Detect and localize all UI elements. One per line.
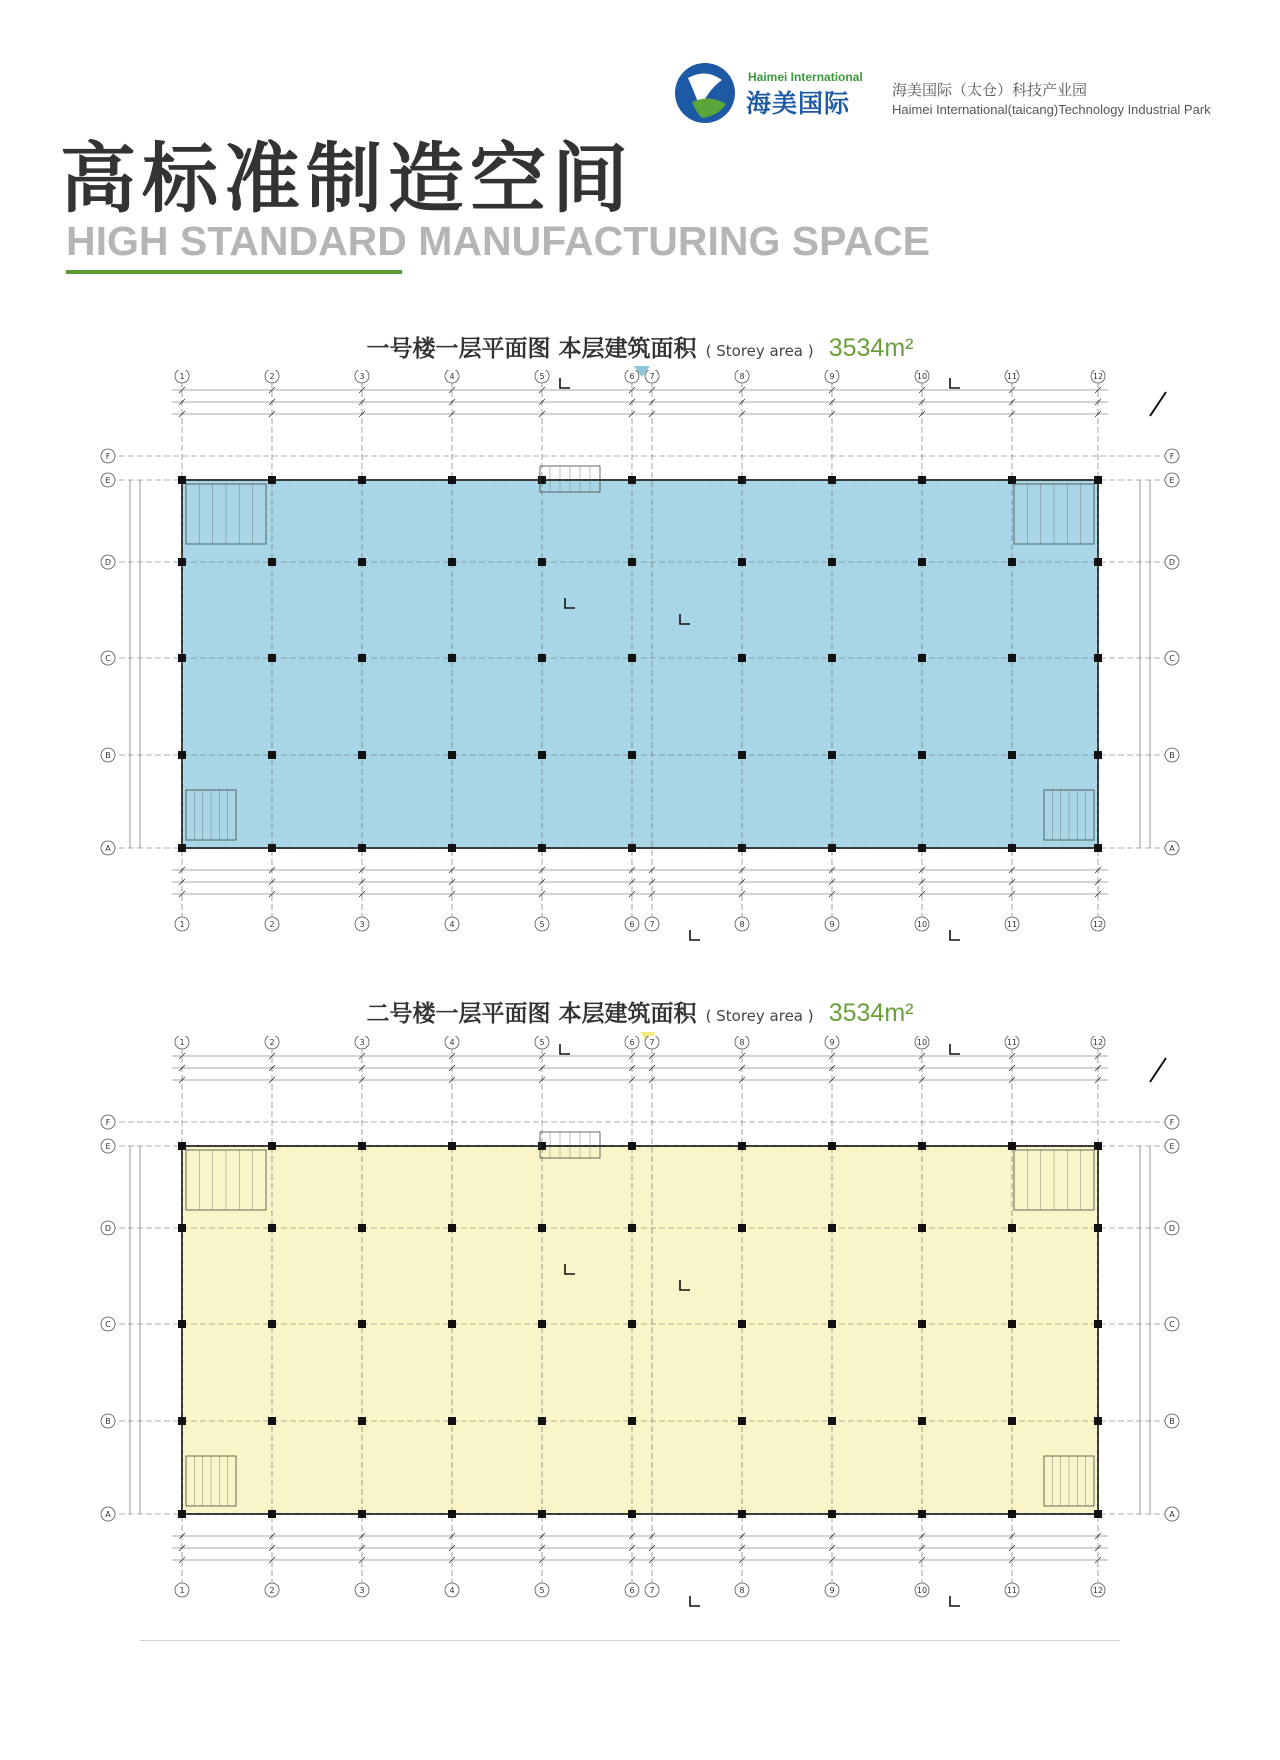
axis-label: B [1169,1417,1175,1426]
axis-label: D [104,558,112,567]
structural-column [178,844,186,852]
structural-column [738,558,746,566]
axis-label: 6 [629,372,635,381]
axis-label: 8 [739,1038,745,1047]
structural-column [738,1320,746,1328]
section-mark [950,1596,960,1606]
structural-column [918,1142,926,1150]
structural-column [358,1142,366,1150]
axis-label: D [1168,1224,1176,1233]
axis-label: F [1169,452,1175,461]
structural-column [178,558,186,566]
axis-label: E [105,1142,111,1151]
structural-column [628,476,636,484]
floor-area [182,1146,1098,1514]
plan-title-building-1 [0,330,1280,363]
structural-column [268,1510,276,1518]
section-mark [950,930,960,940]
axis-label: 1 [179,920,185,929]
structural-column [1094,1320,1102,1328]
structural-column [448,1142,456,1150]
axis-label: 11 [1006,920,1018,929]
page-title-cn: 高标准制造空间 [60,134,634,223]
axis-label: 8 [739,920,745,929]
axis-label: E [1169,476,1175,485]
structural-column [628,654,636,662]
axis-label: 5 [539,1038,545,1047]
structural-column [738,844,746,852]
structural-column [738,1142,746,1150]
structural-column [918,1510,926,1518]
structural-column [918,654,926,662]
section-mark [950,378,960,388]
structural-column [628,1224,636,1232]
axis-label: 9 [829,1586,835,1595]
structural-column [448,476,456,484]
section-mark [560,378,570,388]
structural-column [268,654,276,662]
axis-label: C [1169,654,1175,663]
axis-label: 11 [1006,1038,1018,1047]
axis-label: F [1169,1118,1175,1127]
structural-column [358,1417,366,1425]
section-mark [690,930,700,940]
structural-column [358,844,366,852]
structural-column [538,654,546,662]
axis-label: A [105,844,111,853]
plan-title-text: 二号楼一层平面图 本层建筑面积 [366,1001,697,1027]
structural-column [828,1224,836,1232]
axis-label: 3 [359,1038,365,1047]
structural-column [178,654,186,662]
north-arrow-icon [1150,1058,1166,1082]
structural-column [918,1320,926,1328]
structural-column [268,1142,276,1150]
axis-label: F [105,1118,111,1127]
structural-column [358,751,366,759]
structural-column [358,558,366,566]
structural-column [178,476,186,484]
structural-column [178,1417,186,1425]
axis-label: 7 [649,372,655,381]
floor-plan-building-2 [0,1036,1280,1616]
structural-column [628,751,636,759]
structural-column [538,1417,546,1425]
axis-label: A [105,1510,111,1519]
structural-column [448,1417,456,1425]
structural-column [828,558,836,566]
floor-area [182,480,1098,848]
axis-label: 7 [649,920,655,929]
axis-label: 6 [629,920,635,929]
structural-column [1094,1510,1102,1518]
storey-area-label: ( Storey area ) [705,1007,814,1025]
structural-column [268,844,276,852]
axis-label: 8 [739,1586,745,1595]
structural-column [828,1510,836,1518]
structural-column [1094,844,1102,852]
structural-column [1094,654,1102,662]
axis-label: A [1169,844,1175,853]
structural-column [538,558,546,566]
axis-label: 4 [449,1038,455,1047]
floor-plan-building-1 [0,370,1280,950]
structural-column [448,1224,456,1232]
structural-column [538,1224,546,1232]
axis-label: 10 [916,1586,928,1595]
structural-column [1008,1417,1016,1425]
structural-column [268,476,276,484]
structural-column [628,1142,636,1150]
structural-column [268,1224,276,1232]
structural-column [828,1142,836,1150]
axis-label: E [105,476,111,485]
structural-column [738,476,746,484]
axis-label: 3 [359,372,365,381]
axis-label: 12 [1092,1038,1104,1047]
axis-label: 3 [359,920,365,929]
structural-column [448,654,456,662]
park-name-en: Haimei International(taicang)Technology Industrial Park [892,102,1211,117]
plan-title-building-2 [0,995,1280,1028]
axis-label: B [105,751,111,760]
structural-column [738,1224,746,1232]
structural-column [1008,1142,1016,1150]
storey-area-value: 3534m² [828,999,914,1027]
brand-name-en: Haimei International [748,70,863,84]
structural-column [828,1320,836,1328]
structural-column [178,1510,186,1518]
structural-column [448,558,456,566]
axis-label: 6 [629,1038,635,1047]
axis-label: B [1169,751,1175,760]
structural-column [1094,558,1102,566]
structural-column [538,1320,546,1328]
structural-column [628,1510,636,1518]
axis-label: 7 [649,1586,655,1595]
structural-column [538,476,546,484]
structural-column [448,1320,456,1328]
axis-label: B [105,1417,111,1426]
axis-label: 7 [649,1038,655,1047]
axis-label: 12 [1092,920,1104,929]
title-underline [66,270,402,274]
structural-column [1008,1224,1016,1232]
section-mark [950,1044,960,1054]
brand-name-cn: 海美国际 [746,89,851,118]
structural-column [358,1224,366,1232]
structural-column [448,751,456,759]
axis-label: 2 [269,372,275,381]
axis-label: 1 [179,372,185,381]
structural-column [1094,1417,1102,1425]
structural-column [538,751,546,759]
axis-label: 4 [449,920,455,929]
structural-column [538,844,546,852]
axis-label: 5 [539,920,545,929]
structural-column [1008,1320,1016,1328]
structural-column [178,1320,186,1328]
structural-column [918,1224,926,1232]
structural-column [178,1142,186,1150]
structural-column [918,751,926,759]
structural-column [1008,844,1016,852]
structural-column [268,1417,276,1425]
axis-label: C [105,1320,111,1329]
structural-column [828,1417,836,1425]
axis-label: 8 [739,372,745,381]
structural-column [1094,1224,1102,1232]
axis-label: 12 [1092,372,1104,381]
structural-column [828,751,836,759]
axis-label: 1 [179,1038,185,1047]
axis-label: C [1169,1320,1175,1329]
structural-column [1008,654,1016,662]
structural-column [828,476,836,484]
structural-column [358,476,366,484]
structural-column [738,751,746,759]
storey-area-label: ( Storey area ) [705,342,814,360]
structural-column [358,654,366,662]
axis-label: 2 [269,1038,275,1047]
axis-label: 10 [916,372,928,381]
axis-label: 12 [1092,1586,1104,1595]
structural-column [268,1320,276,1328]
structural-column [738,1417,746,1425]
structural-column [828,654,836,662]
structural-column [358,1510,366,1518]
axis-label: 5 [539,372,545,381]
axis-label: F [105,452,111,461]
axis-label: E [1169,1142,1175,1151]
axis-label: 9 [829,1038,835,1047]
plan-title-text: 一号楼一层平面图 本层建筑面积 [366,336,697,362]
logo [670,58,1230,128]
structural-column [738,1510,746,1518]
haimei-logo-icon [670,58,740,128]
structural-column [538,1510,546,1518]
structural-column [1008,1510,1016,1518]
axis-label: D [1168,558,1176,567]
structural-column [628,844,636,852]
axis-label: 10 [916,1038,928,1047]
divider [140,1640,1120,1641]
axis-label: 9 [829,920,835,929]
axis-label: 1 [179,1586,185,1595]
axis-label: 11 [1006,1586,1018,1595]
structural-column [538,1142,546,1150]
structural-column [1008,751,1016,759]
north-arrow-icon [1150,392,1166,416]
page-title-en: HIGH STANDARD MANUFACTURING SPACE [66,218,931,264]
structural-column [628,1320,636,1328]
structural-column [918,844,926,852]
axis-label: A [1169,1510,1175,1519]
structural-column [1094,476,1102,484]
structural-column [738,654,746,662]
axis-label: 5 [539,1586,545,1595]
structural-column [358,1320,366,1328]
section-mark [560,1044,570,1054]
axis-label: D [104,1224,112,1233]
structural-column [268,558,276,566]
structural-column [918,558,926,566]
structural-column [1008,476,1016,484]
structural-column [628,558,636,566]
structural-column [448,844,456,852]
structural-column [1094,1142,1102,1150]
structural-column [1008,558,1016,566]
structural-column [628,1417,636,1425]
structural-column [1094,751,1102,759]
structural-column [178,1224,186,1232]
axis-label: 10 [916,920,928,929]
axis-label: 11 [1006,372,1018,381]
structural-column [918,1417,926,1425]
axis-label: 4 [449,372,455,381]
axis-label: 6 [629,1586,635,1595]
section-mark [690,1596,700,1606]
structural-column [268,751,276,759]
axis-label: 2 [269,920,275,929]
axis-label: C [105,654,111,663]
structural-column [178,751,186,759]
axis-label: 3 [359,1586,365,1595]
structural-column [448,1510,456,1518]
structural-column [828,844,836,852]
structural-column [918,476,926,484]
axis-label: 2 [269,1586,275,1595]
axis-label: 4 [449,1586,455,1595]
axis-label: 9 [829,372,835,381]
storey-area-value: 3534m² [828,334,914,362]
park-name-cn: 海美国际（太仓）科技产业园 [892,81,1088,99]
